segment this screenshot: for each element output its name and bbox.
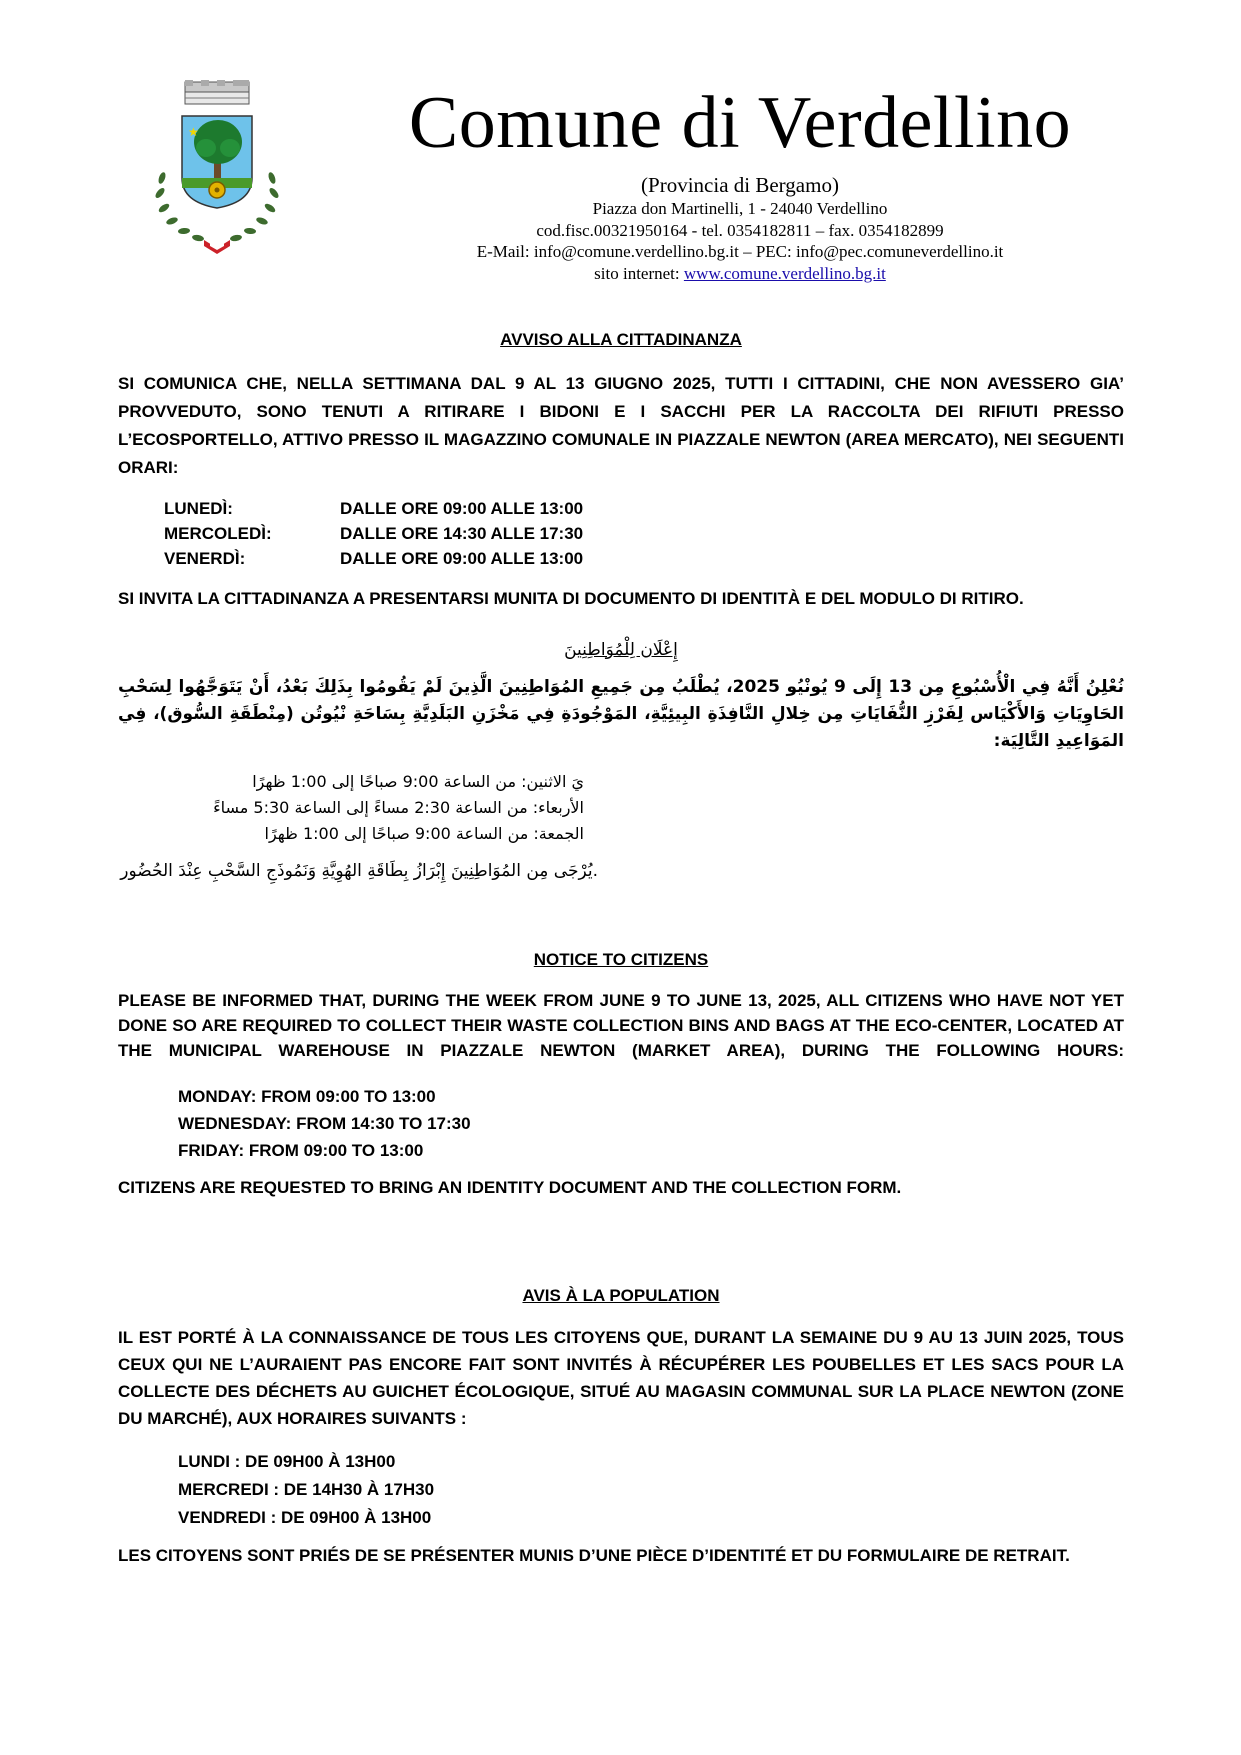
province-line: (Provincia di Bergamo) (641, 173, 839, 197)
schedule-row: LUNDI : DE 09H00 À 13H00 (178, 1452, 396, 1471)
french-closing: LES CITOYENS SONT PRIÉS DE SE PRÉSENTER MUNIS D’UNE PIÈCE D’IDENTITÉ ET DU FORMULAIRE DE RETRAIT. (118, 1546, 1070, 1565)
codes-line: cod.fisc.00321950164 - tel. 0354182811 – fax. 0354182899 (536, 220, 944, 240)
schedule-row: MONDAY: FROM 09:00 TO 13:00 (178, 1087, 436, 1106)
schedule-row: WEDNESDAY: FROM 14:30 TO 17:30 (178, 1114, 471, 1133)
french-body: IL EST PORTÉ À LA CONNAISSANCE DE TOUS LES CITOYENS QUE, DURANT LA SEMAINE DU 9 AU 13 JUIN 2025, TOUS CEUX QUI NE L’AURAIENT PAS ENCORE FAIT SONT INVITÉS À RÉCUPÉRER LES POUBELLES ET LES SACS POUR LA COLLECTE DES DÉCHETS AU GUICHET ÉCOLOGIQUE, SITUÉ AU MAGASIN COMMUNAL SUR LA PLACE NEWTON (ZONE DU MARCHÉ), AUX HORAIRES SUIVANTS : (118, 1328, 1124, 1428)
arabic-heading: إِعْلَان لِلْمُوَاطِنِينَ (564, 640, 678, 660)
schedule-row (164, 521, 1124, 546)
email-line: E-Mail: info@comune.verdellino.bg.it – PEC: info@pec.comuneverdellino.it (476, 242, 1004, 261)
french-schedule (178, 1448, 1124, 1532)
english-heading: NOTICE TO CITIZENS (533, 950, 709, 969)
arabic-schedule-row: الأربعاء: من الساعة 2:30 مساءً إلى الساعة 5:30 مساءً (213, 798, 584, 817)
crown-icon (185, 80, 249, 104)
schedule-day: LUNEDÌ: (164, 499, 233, 518)
schedule-hours: DALLE ORE 14:30 ALLE 17:30 (340, 524, 584, 543)
italian-body: SI COMUNICA CHE, NELLA SETTIMANA DAL 9 AL 13 GIUGNO 2025, TUTTI I CITTADINI, CHE NON AVESSERO GIA’ PROVVEDUTO, SONO TENUTI A RITIRARE I BIDONI E I SACCHI PER LA RACCOLTA DEI RIFIUTI PRESSO L’ECOSPORTELLO, ATTIVO PRESSO IL MAGAZZINO COMUNALE IN PIAZZALE NEWTON (AREA MERCATO), NEI SEGUENTI ORARI: (118, 374, 1124, 477)
arabic-notice (118, 640, 1124, 881)
arabic-body: نُعْلِنُ أَنَّهُ فِي الْأُسْبُوعِ مِن 13 إِلَى 9 يُونْيُو 2025، يُطْلَبُ مِن جَمِيعِ المُوَاطِنِينَ الَّذِينَ لَمْ يَقُومُوا بِذَلِكَ بَعْدُ، أَنْ يَتَوَجَّهُوا لِسَحْبِ الحَاوِيَاتِ وَالأَكْيَاس لِفَرْزِ النُّفَايَاتِ مِن خِلالِ النَّافِذَةِ البِيئِيَّةِ، المَوْجُودَةِ فِي مَخْزَنِ البَلَدِيَّةِ بِسَاحَةِ نْيُوتُن (مِنْطَقَةِ السُّوق)، فِي المَوَاعِيدِ التَّالِيَة: (118, 677, 1125, 751)
italian-heading: AVVISO ALLA CITTADINANZA (500, 330, 742, 349)
letterhead (370, 78, 1110, 284)
arabic-schedule-row: الجمعة: من الساعة 9:00 صباحًا إلى 1:00 ظهرًا (264, 824, 584, 843)
french-heading: AVIS À LA POPULATION (522, 1286, 720, 1305)
arabic-schedule (164, 769, 584, 847)
website-line (370, 263, 1110, 285)
schedule-day: MERCOLEDÌ: (164, 524, 272, 543)
italian-notice (118, 330, 1124, 609)
municipal-coat-of-arms (148, 78, 286, 258)
arabic-schedule-row: يَ الاثنين: من الساعة 9:00 صباحًا إلى 1:00 ظهرًا (252, 772, 584, 791)
english-closing: CITIZENS ARE REQUESTED TO BRING AN IDENTITY DOCUMENT AND THE COLLECTION FORM. (118, 1178, 902, 1197)
schedule-row: FRIDAY: FROM 09:00 TO 13:00 (178, 1141, 424, 1160)
schedule-hours: DALLE ORE 09:00 ALLE 13:00 (340, 549, 584, 568)
schedule-row (164, 546, 1124, 571)
schedule-hours: DALLE ORE 09:00 ALLE 13:00 (340, 499, 584, 518)
svg-text:★: ★ (188, 125, 199, 139)
schedule-row: VENDREDI : DE 09H00 À 13H00 (178, 1508, 432, 1527)
municipality-title: Comune di Verdellino (408, 82, 1072, 164)
italian-closing: SI INVITA LA CITTADINANZA A PRESENTARSI MUNITA DI DOCUMENTO DI IDENTITÀ E DEL MODULO DI RITIRO. (118, 589, 1024, 608)
english-schedule (178, 1083, 1124, 1164)
schedule-row: MERCREDI : DE 14H30 À 17H30 (178, 1480, 435, 1499)
french-notice (118, 1286, 1124, 1566)
website-prefix: sito internet: (594, 263, 684, 283)
address-line: Piazza don Martinelli, 1 - 24040 Verdellino (592, 199, 888, 218)
english-body: PLEASE BE INFORMED THAT, DURING THE WEEK FROM JUNE 9 TO JUNE 13, 2025, ALL CITIZENS WHO HAVE NOT YET DONE SO ARE REQUIRED TO COLLECT THEIR WASTE COLLECTION BINS AND BAGS AT THE ECO-CENTER, LOCATED AT THE MUNICIPAL WAREHOUSE IN PIAZZALE NEWTON (MARKET AREA), DURING THE FOLLOWING HOURS: (118, 991, 1124, 1060)
english-notice (118, 950, 1124, 1198)
schedule-row (164, 496, 1124, 521)
italian-schedule (164, 496, 1124, 571)
schedule-day: VENERDÌ: (164, 549, 246, 568)
arabic-closing: .يُرْجَى مِن المُوَاطِنِينَ إِبْرَازُ بِطَاقَةِ الهُوِيَّةِ وَنَمُوذَجِ السَّحْبِ عِنْدَ الحُضُور (120, 861, 598, 881)
website-link[interactable]: www.comune.verdellino.bg.it (683, 263, 886, 283)
